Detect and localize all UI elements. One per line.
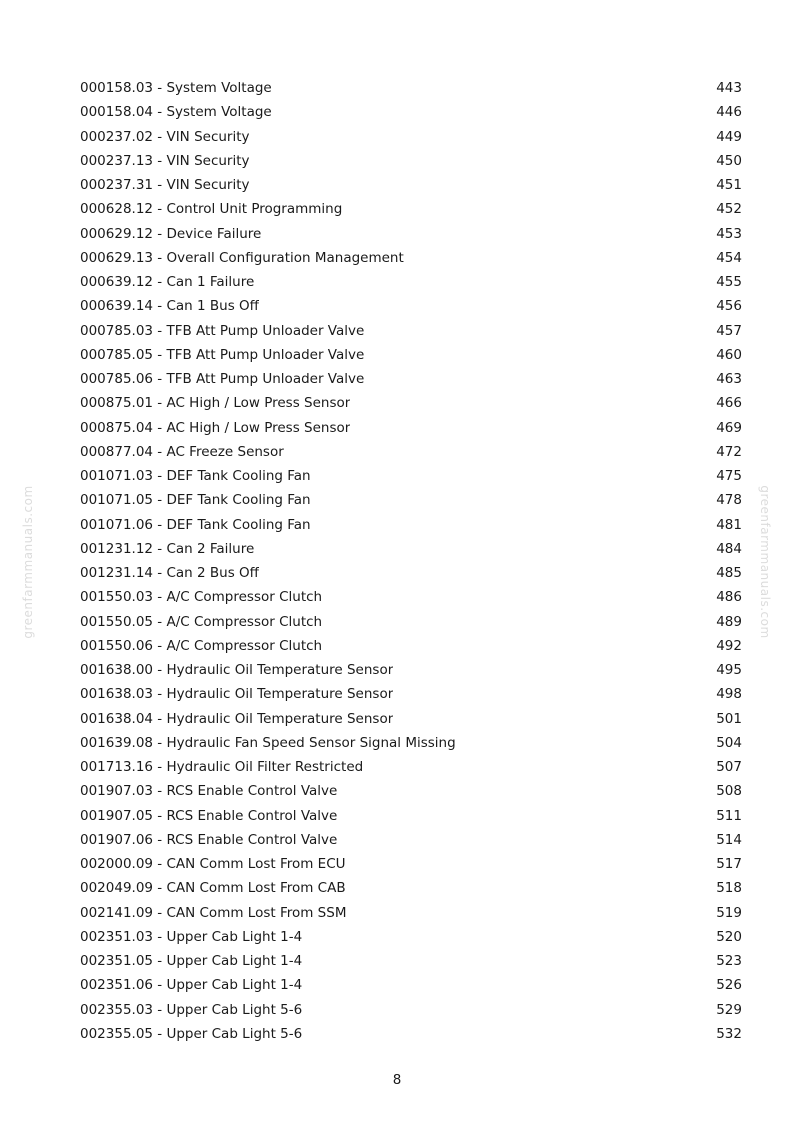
toc-entry-title: 001639.08 - Hydraulic Fan Speed Sensor Signal Missing xyxy=(80,734,456,751)
toc-entry-page: 511 xyxy=(716,807,742,824)
toc-entry[interactable] xyxy=(80,100,742,124)
toc-entry-title: 001071.03 - DEF Tank Cooling Fan xyxy=(80,468,311,484)
toc-entry[interactable] xyxy=(80,416,742,440)
toc-entry[interactable] xyxy=(80,561,742,585)
toc-entry-page: 481 xyxy=(716,516,742,533)
toc-entry[interactable] xyxy=(80,828,742,852)
toc-entry-page: 463 xyxy=(716,371,742,387)
toc-entry[interactable] xyxy=(80,319,742,343)
toc-entry[interactable] xyxy=(80,440,742,464)
toc-entry-title: 001550.03 - A/C Compressor Clutch xyxy=(80,589,323,606)
toc-entry-page: 498 xyxy=(716,686,742,703)
toc-entry-title: 002351.05 - Upper Cab Light 1-4 xyxy=(80,953,303,969)
toc-entry[interactable] xyxy=(80,634,742,658)
toc-entry-title: 000237.31 - VIN Security xyxy=(80,177,250,193)
toc-entry-page: 486 xyxy=(716,589,742,606)
toc-entry-title: 000158.03 - System Voltage xyxy=(80,80,272,96)
toc-entry-title: 001638.04 - Hydraulic Oil Temperature Sensor xyxy=(80,710,394,727)
toc-entry-page: 446 xyxy=(716,104,742,121)
toc-entry-page: 475 xyxy=(716,468,742,484)
toc-entry-title: 001231.14 - Can 2 Bus Off xyxy=(80,565,259,581)
toc-entry-page: 469 xyxy=(716,419,742,436)
toc-entry-page: 485 xyxy=(716,565,742,581)
toc-entry[interactable] xyxy=(80,925,742,949)
toc-entry-title: 000785.03 - TFB Att Pump Unloader Valve xyxy=(80,322,365,339)
toc-entry-title: 000237.13 - VIN Security xyxy=(80,152,250,169)
toc-entry-page: 489 xyxy=(716,613,742,630)
toc-entry[interactable] xyxy=(80,998,742,1022)
toc-entry-page: 452 xyxy=(716,201,742,218)
toc-entry-title: 001638.03 - Hydraulic Oil Temperature Sensor xyxy=(80,686,394,703)
page-number: 8 xyxy=(392,1072,402,1088)
toc-entry-title: 002141.09 - CAN Comm Lost From SSM xyxy=(80,904,347,921)
toc-entry[interactable] xyxy=(80,610,742,634)
toc-entry-page: 507 xyxy=(716,759,742,775)
toc-entry[interactable] xyxy=(80,852,742,876)
toc-entry-title: 001907.03 - RCS Enable Control Valve xyxy=(80,783,338,800)
toc-entry-page: 518 xyxy=(716,880,742,897)
toc-entry-title: 001550.06 - A/C Compressor Clutch xyxy=(80,637,323,654)
toc-entry[interactable] xyxy=(80,367,742,391)
toc-entry-title: 000639.14 - Can 1 Bus Off xyxy=(80,298,259,315)
toc-entry-title: 001713.16 - Hydraulic Oil Filter Restricted xyxy=(80,759,364,775)
toc-entry[interactable] xyxy=(80,876,742,900)
toc-entry[interactable] xyxy=(80,125,742,149)
toc-entry-page: 455 xyxy=(716,274,742,290)
toc-entry-page: 449 xyxy=(716,128,742,145)
toc-entry[interactable] xyxy=(80,804,742,828)
toc-entry-page: 454 xyxy=(716,249,742,266)
toc-entry[interactable] xyxy=(80,464,742,488)
toc-entry[interactable] xyxy=(80,391,742,415)
toc-entry-page: 520 xyxy=(716,928,742,945)
toc-entry-title: 000875.01 - AC High / Low Press Sensor xyxy=(80,395,351,412)
toc-entry-title: 000237.02 - VIN Security xyxy=(80,128,250,145)
toc-entry-title: 002351.06 - Upper Cab Light 1-4 xyxy=(80,977,303,994)
toc-entry-title: 000639.12 - Can 1 Failure xyxy=(80,274,255,290)
toc-entry-title: 001071.05 - DEF Tank Cooling Fan xyxy=(80,492,311,509)
toc-entry-page: 529 xyxy=(716,1001,742,1018)
toc-entry[interactable] xyxy=(80,658,742,682)
toc-entry-title: 001907.06 - RCS Enable Control Valve xyxy=(80,831,338,848)
toc-entry-title: 002355.05 - Upper Cab Light 5-6 xyxy=(80,1025,303,1042)
toc-entry[interactable] xyxy=(80,537,742,561)
toc-entry[interactable] xyxy=(80,513,742,537)
toc-entry-title: 000629.13 - Overall Configuration Management xyxy=(80,249,404,266)
watermark-right: greenfarmmanuals.com xyxy=(758,485,772,639)
toc-entry-title: 002049.09 - CAN Comm Lost From CAB xyxy=(80,880,346,897)
toc-entry-page: 460 xyxy=(716,346,742,363)
toc-entry[interactable] xyxy=(80,973,742,997)
toc-entry[interactable] xyxy=(80,755,742,779)
toc-entry-page: 472 xyxy=(716,443,742,460)
toc-entry[interactable] xyxy=(80,682,742,706)
toc-entry-title: 002351.03 - Upper Cab Light 1-4 xyxy=(80,928,303,945)
toc-entry-page: 504 xyxy=(716,734,742,751)
toc-entry[interactable] xyxy=(80,585,742,609)
toc-entry-title: 000785.05 - TFB Att Pump Unloader Valve xyxy=(80,346,365,363)
toc-entry[interactable] xyxy=(80,779,742,803)
toc-entry[interactable] xyxy=(80,343,742,367)
toc-entry-title: 002355.03 - Upper Cab Light 5-6 xyxy=(80,1001,303,1018)
toc-entry-title: 000875.04 - AC High / Low Press Sensor xyxy=(80,419,351,436)
toc-entry-page: 523 xyxy=(716,953,742,969)
toc-entry-page: 451 xyxy=(716,177,742,193)
toc-entry-title: 001638.00 - Hydraulic Oil Temperature Sensor xyxy=(80,662,394,678)
toc-entry-title: 001231.12 - Can 2 Failure xyxy=(80,540,255,557)
toc-entry[interactable] xyxy=(80,488,742,512)
toc-entry[interactable] xyxy=(80,294,742,318)
toc-entry-page: 514 xyxy=(716,831,742,848)
toc-entry[interactable] xyxy=(80,149,742,173)
toc-entry-page: 495 xyxy=(716,662,742,678)
toc-entry-page: 532 xyxy=(716,1025,742,1042)
toc-entry[interactable] xyxy=(80,197,742,221)
toc-entry-title: 000629.12 - Device Failure xyxy=(80,225,262,242)
toc-entry[interactable] xyxy=(80,246,742,270)
toc-entry-page: 484 xyxy=(716,540,742,557)
toc-entry-title: 001550.05 - A/C Compressor Clutch xyxy=(80,613,323,630)
toc-entry-title: 001907.05 - RCS Enable Control Valve xyxy=(80,807,338,824)
toc-entry-page: 519 xyxy=(716,904,742,921)
toc-entry-title: 000785.06 - TFB Att Pump Unloader Valve xyxy=(80,371,365,387)
toc-entry-page: 466 xyxy=(716,395,742,412)
toc-entry-page: 526 xyxy=(716,977,742,994)
toc-entry[interactable] xyxy=(80,949,742,973)
watermark-left: greenfarmmanuals.com xyxy=(21,485,35,639)
toc-entry[interactable] xyxy=(80,76,742,100)
toc-entry-page: 492 xyxy=(716,637,742,654)
toc-entry[interactable] xyxy=(80,270,742,294)
toc-entry[interactable] xyxy=(80,707,742,731)
toc-entry-title: 001071.06 - DEF Tank Cooling Fan xyxy=(80,516,311,533)
toc-entry[interactable] xyxy=(80,1022,742,1046)
table-of-contents xyxy=(80,76,742,1046)
toc-entry-page: 478 xyxy=(716,492,742,509)
toc-entry-page: 501 xyxy=(716,710,742,727)
toc-entry-page: 450 xyxy=(716,152,742,169)
toc-entry-page: 456 xyxy=(716,298,742,315)
toc-entry[interactable] xyxy=(80,173,742,197)
toc-entry-page: 443 xyxy=(716,80,742,96)
toc-entry[interactable] xyxy=(80,731,742,755)
toc-entry-title: 000877.04 - AC Freeze Sensor xyxy=(80,443,284,460)
toc-entry[interactable] xyxy=(80,901,742,925)
toc-entry-page: 517 xyxy=(716,856,742,872)
toc-entry-page: 453 xyxy=(716,225,742,242)
toc-entry[interactable] xyxy=(80,222,742,246)
toc-entry-page: 457 xyxy=(716,322,742,339)
toc-entry-title: 000158.04 - System Voltage xyxy=(80,104,272,121)
toc-entry-title: 002000.09 - CAN Comm Lost From ECU xyxy=(80,856,346,872)
toc-entry-title: 000628.12 - Control Unit Programming xyxy=(80,201,343,218)
toc-entry-page: 508 xyxy=(716,783,742,800)
